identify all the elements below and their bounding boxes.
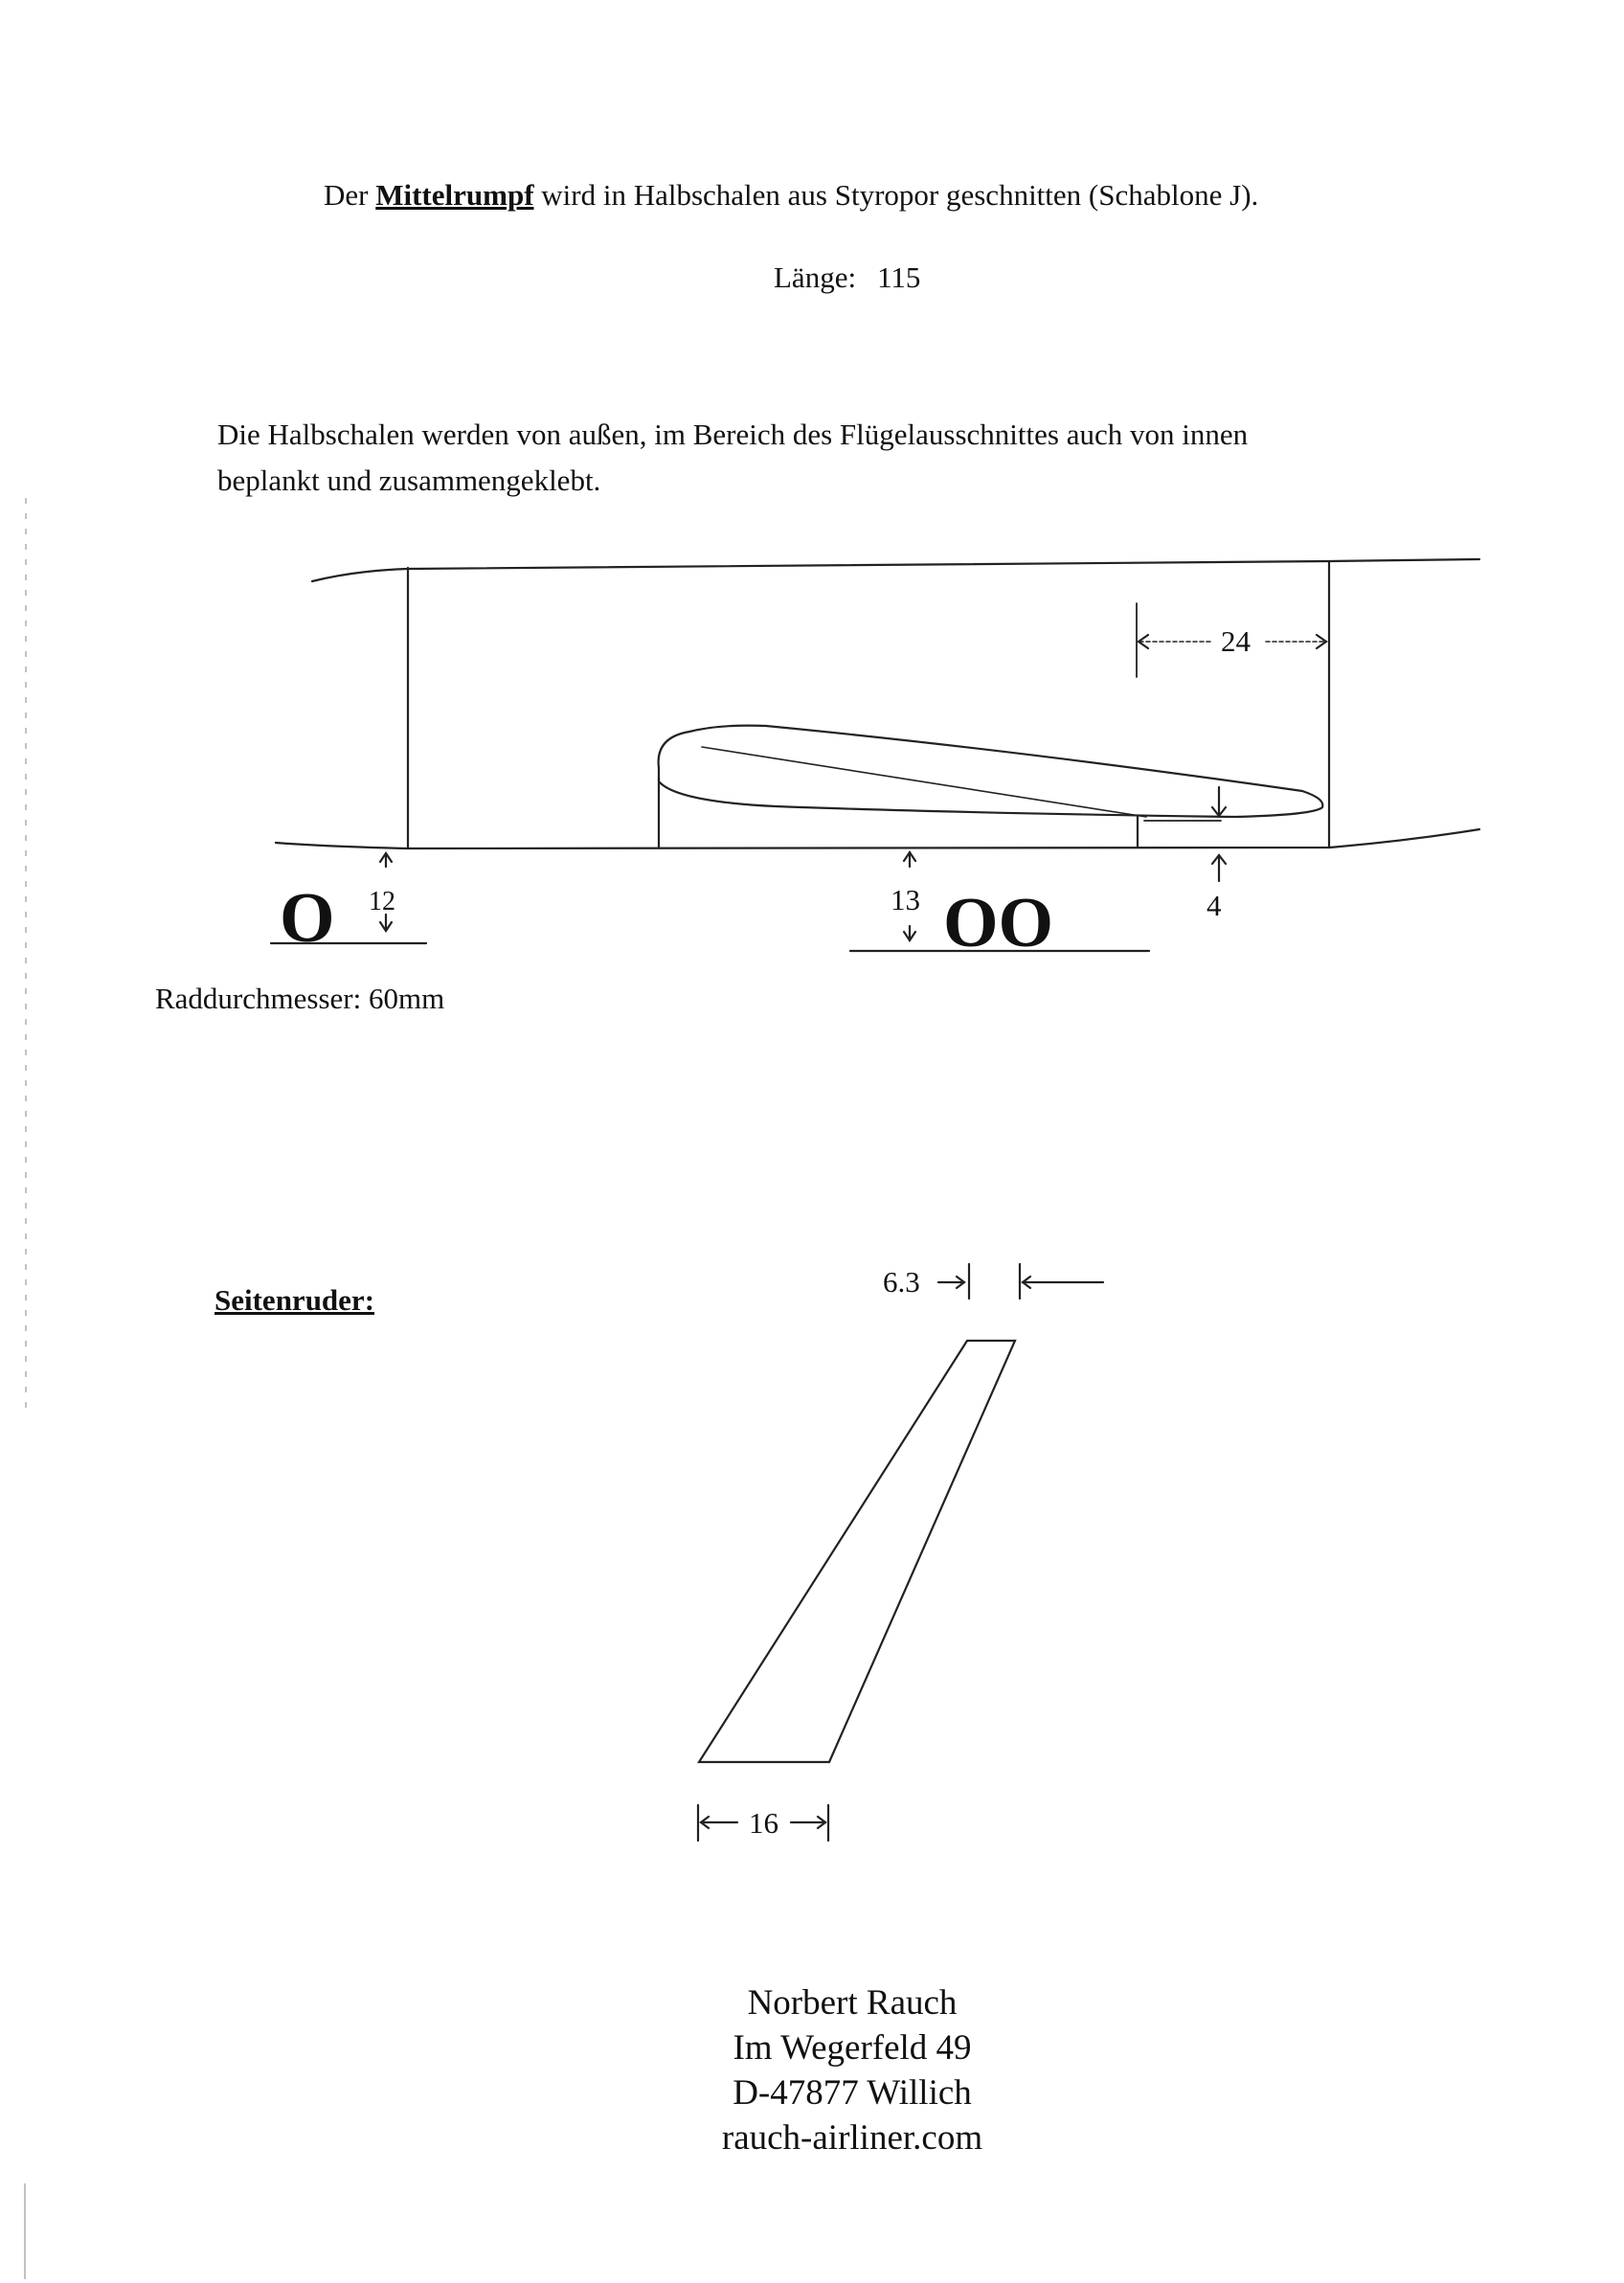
rudder-outline	[699, 1341, 1015, 1762]
intro-bold-term: Mittelrumpf	[375, 178, 534, 212]
description-line-2: beplankt und zusammengeklebt.	[217, 463, 601, 497]
rudder-dimension-16-label: 16	[749, 1806, 778, 1840]
address-street: Im Wegerfeld 49	[733, 2028, 972, 2068]
single-wheel-symbol: O	[280, 879, 335, 958]
fuselage-outline	[276, 559, 1479, 848]
wheel-diameter-note: Raddurchmesser: 60mm	[155, 982, 445, 1015]
address-name: Norbert Rauch	[747, 1983, 958, 2023]
dimension-24-label: 24	[1221, 624, 1251, 658]
address-block	[0, 1980, 1624, 2160]
rudder-heading: Seitenruder:	[214, 1283, 375, 1317]
dimension-13-label: 13	[891, 883, 920, 916]
dimension-12-label: 12	[369, 887, 395, 916]
wing-cutout	[659, 726, 1323, 847]
address-web: rauch-airliner.com	[721, 2118, 983, 2158]
description-line-1: Die Halbschalen werden von außen, im Bereich des Flügelausschnittes auch von innen	[217, 418, 1249, 451]
intro-prefix: Der	[324, 178, 369, 212]
double-wheel-symbol: OO	[943, 884, 1054, 962]
intro-suffix: wird in Halbschalen aus Styropor geschnitten (Schablone J).	[541, 178, 1259, 212]
rudder-dimension-6-3-label: 6.3	[883, 1265, 920, 1299]
length-label: Länge:	[774, 260, 857, 294]
dimension-4-label: 4	[1207, 889, 1222, 922]
length-value: 115	[877, 260, 921, 294]
address-city: D-47877 Willich	[733, 2073, 972, 2113]
rudder-dimension-6-3	[938, 1264, 1103, 1299]
dimension-4-arrows	[1212, 787, 1226, 881]
